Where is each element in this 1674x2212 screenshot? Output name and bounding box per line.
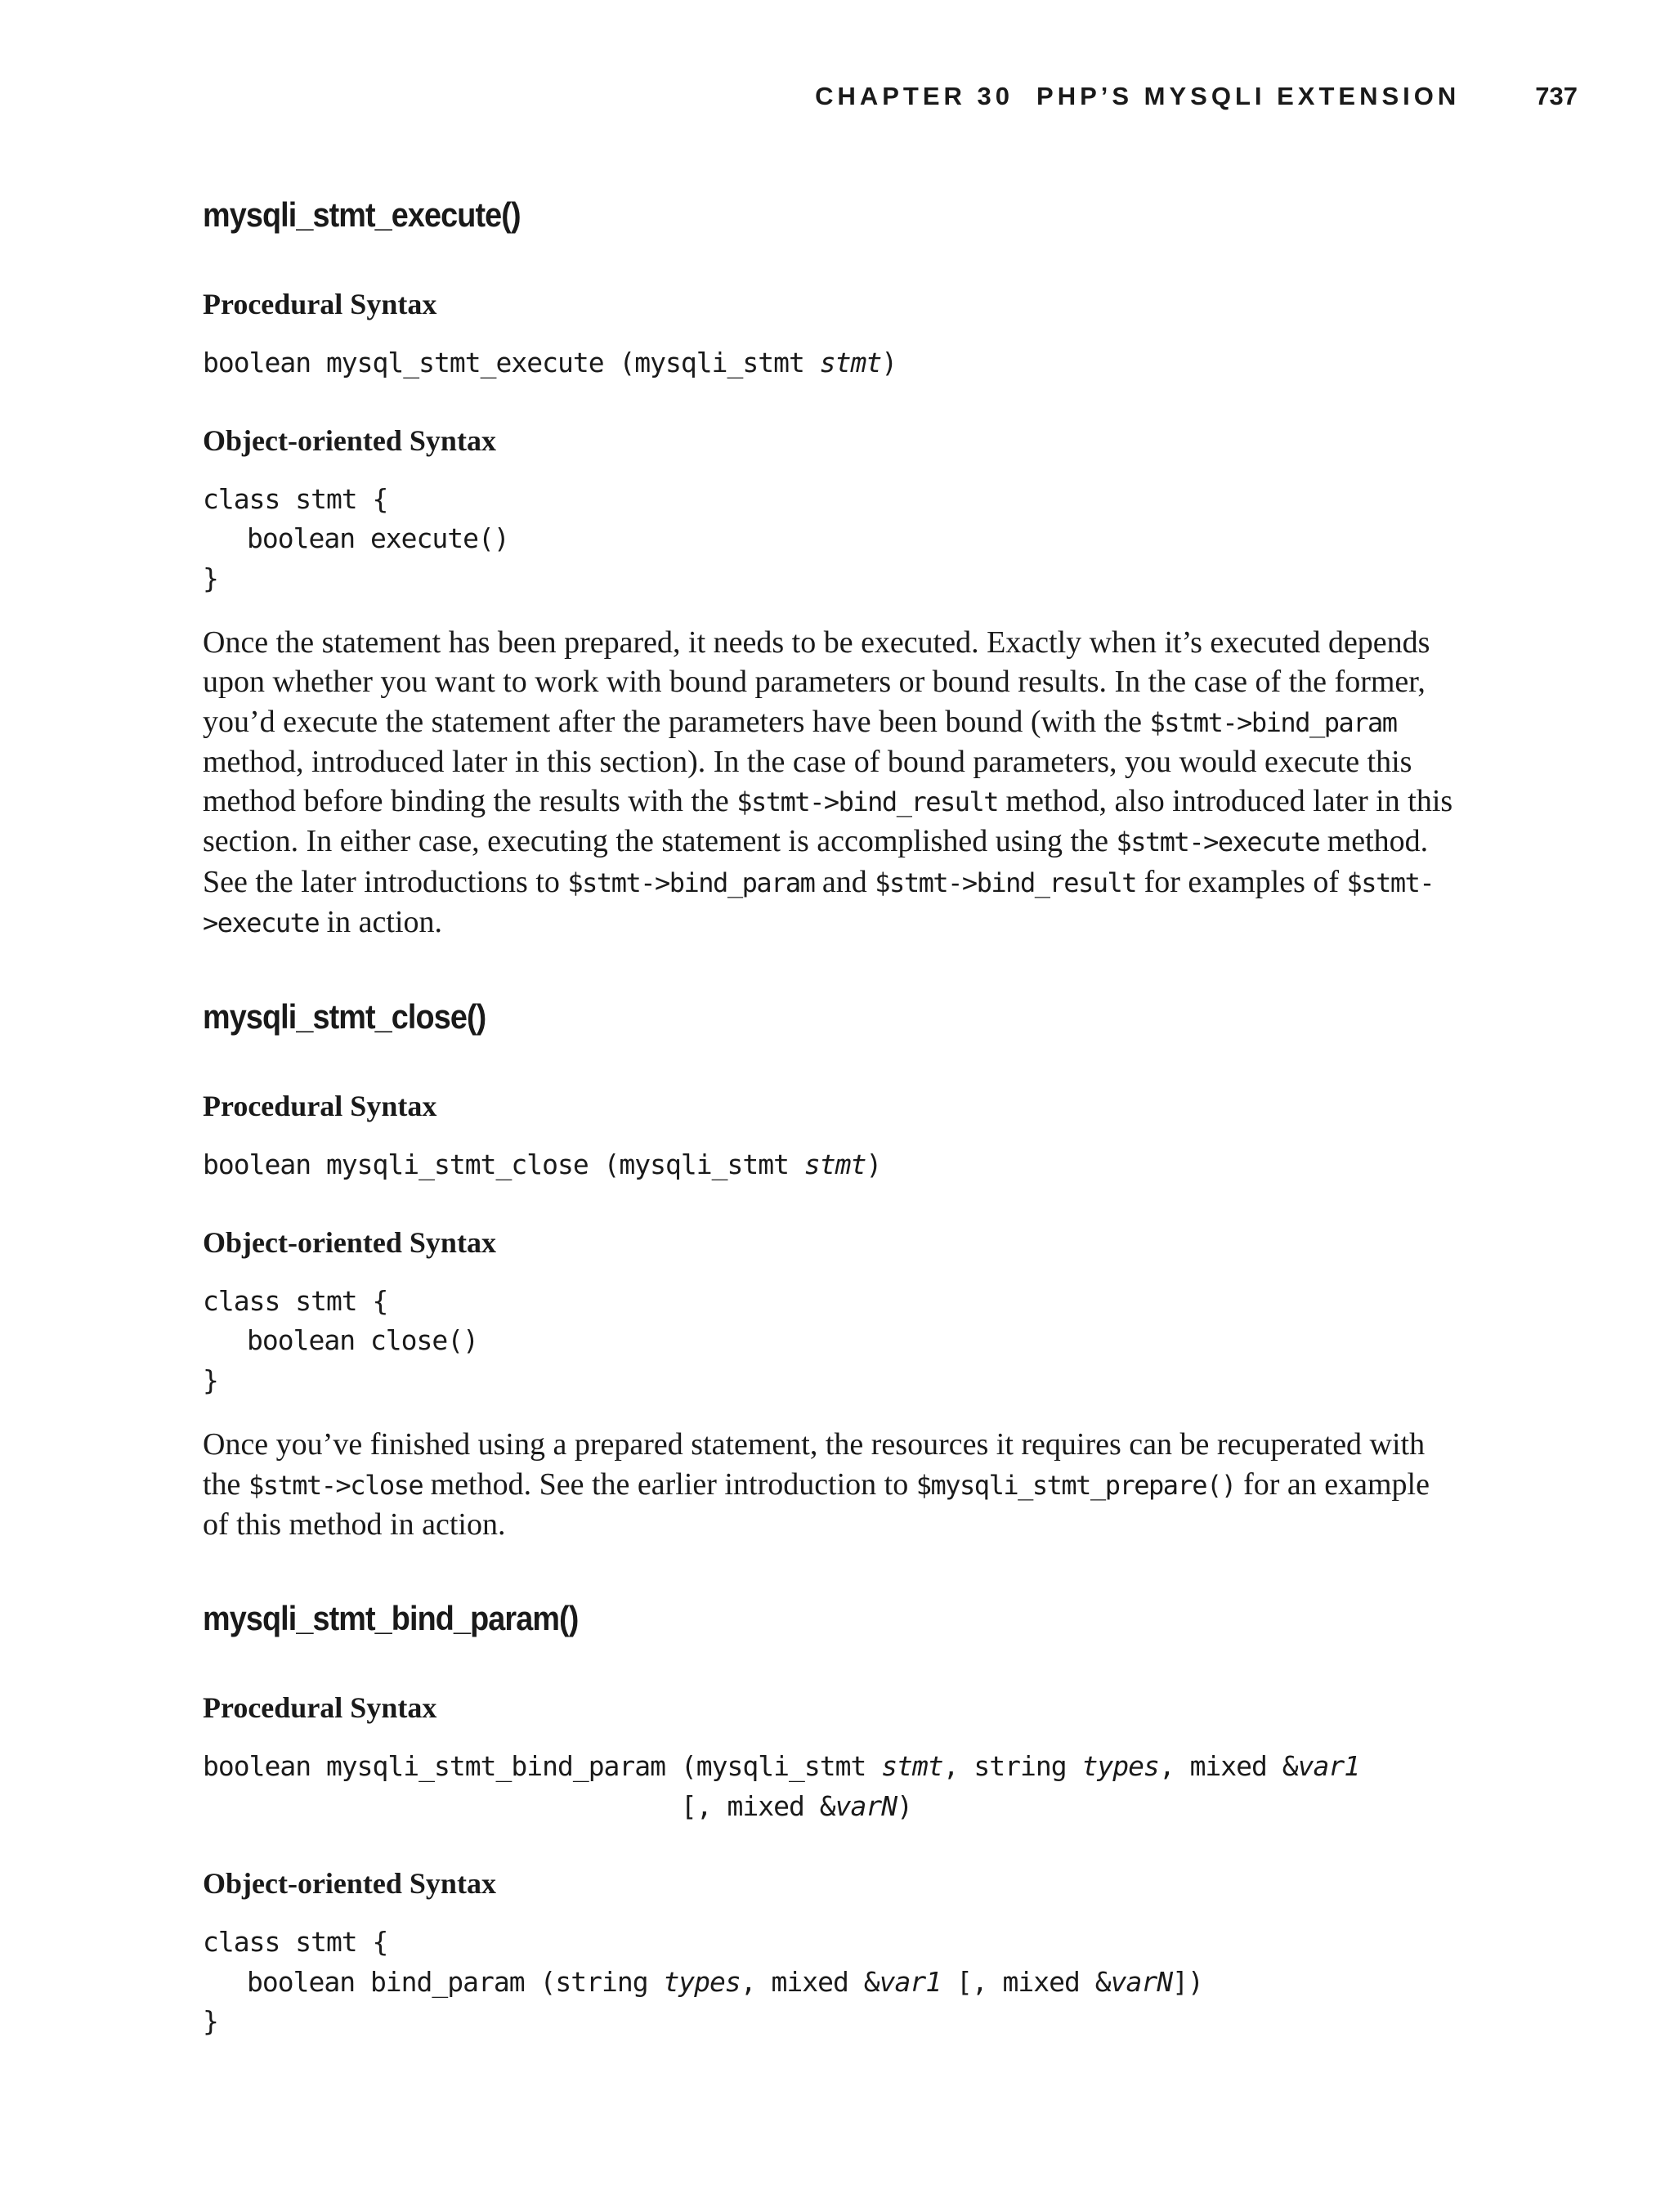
oo-syntax-heading: Object-oriented Syntax: [203, 1225, 496, 1259]
function-heading-close: mysqli_stmt_close(): [203, 997, 486, 1037]
chapter-label: CHAPTER 30: [815, 82, 1014, 110]
procedural-syntax-heading: Procedural Syntax: [203, 1691, 437, 1725]
function-heading-execute: mysqli_stmt_execute(): [203, 195, 521, 234]
page-body: [203, 186, 1453, 2042]
procedural-syntax-heading: Procedural Syntax: [203, 1090, 437, 1123]
procedural-syntax-heading: Procedural Syntax: [203, 288, 437, 320]
procedural-syntax-code: boolean mysql_stmt_execute (mysqli_stmt stmt): [203, 347, 897, 378]
procedural-syntax-code: boolean mysqli_stmt_close (mysqli_stmt stmt): [203, 1149, 882, 1181]
running-head: [817, 82, 1578, 111]
chapter-title: PHP’S MYSQLI EXTENSION: [1036, 82, 1461, 110]
oo-syntax-heading: Object-oriented Syntax: [203, 1867, 496, 1901]
oo-syntax-code: class stmt { boolean bind_param (string types, mixed &var1 [, mixed &varN]) }: [203, 1926, 1203, 2038]
paragraph-execute: Once the statement has been prepared, it needs to be executed. Exactly when it’s executed depends upon whether you want to work with bound parameters or bound results. In the case of the former, you’d execute the statement after the parameters have been bound (with the $stmt->bind_param method, introduced later in this section). In the case of bound parameters, you would execute this method before binding the results with the $stmt->bind_result method, also introduced later in this section. In either case, executing the statement is accomplished using the $stmt->execute method. See the later introductions to $stmt->bind_param and $stmt->bind_result for examples of $stmt->execute in action.: [203, 625, 1453, 940]
oo-syntax-heading: Object-oriented Syntax: [203, 423, 496, 457]
paragraph-close: Once you’ve finished using a prepared statement, the resources it requires can be recuperated with the $stmt->close method. See the earlier introduction to $mysqli_stmt_prepare() for an example of this method in action.: [203, 1427, 1430, 1542]
page-number: 737: [1535, 82, 1578, 110]
function-heading-bind-param: mysqli_stmt_bind_param(): [203, 1599, 579, 1638]
oo-syntax-code: class stmt { boolean close() }: [203, 1284, 479, 1396]
procedural-syntax-code: boolean mysqli_stmt_bind_param (mysqli_stmt stmt, string types, mixed &var1 [, mixed &varN): [203, 1750, 1360, 1822]
oo-syntax-code: class stmt { boolean execute() }: [203, 482, 509, 594]
